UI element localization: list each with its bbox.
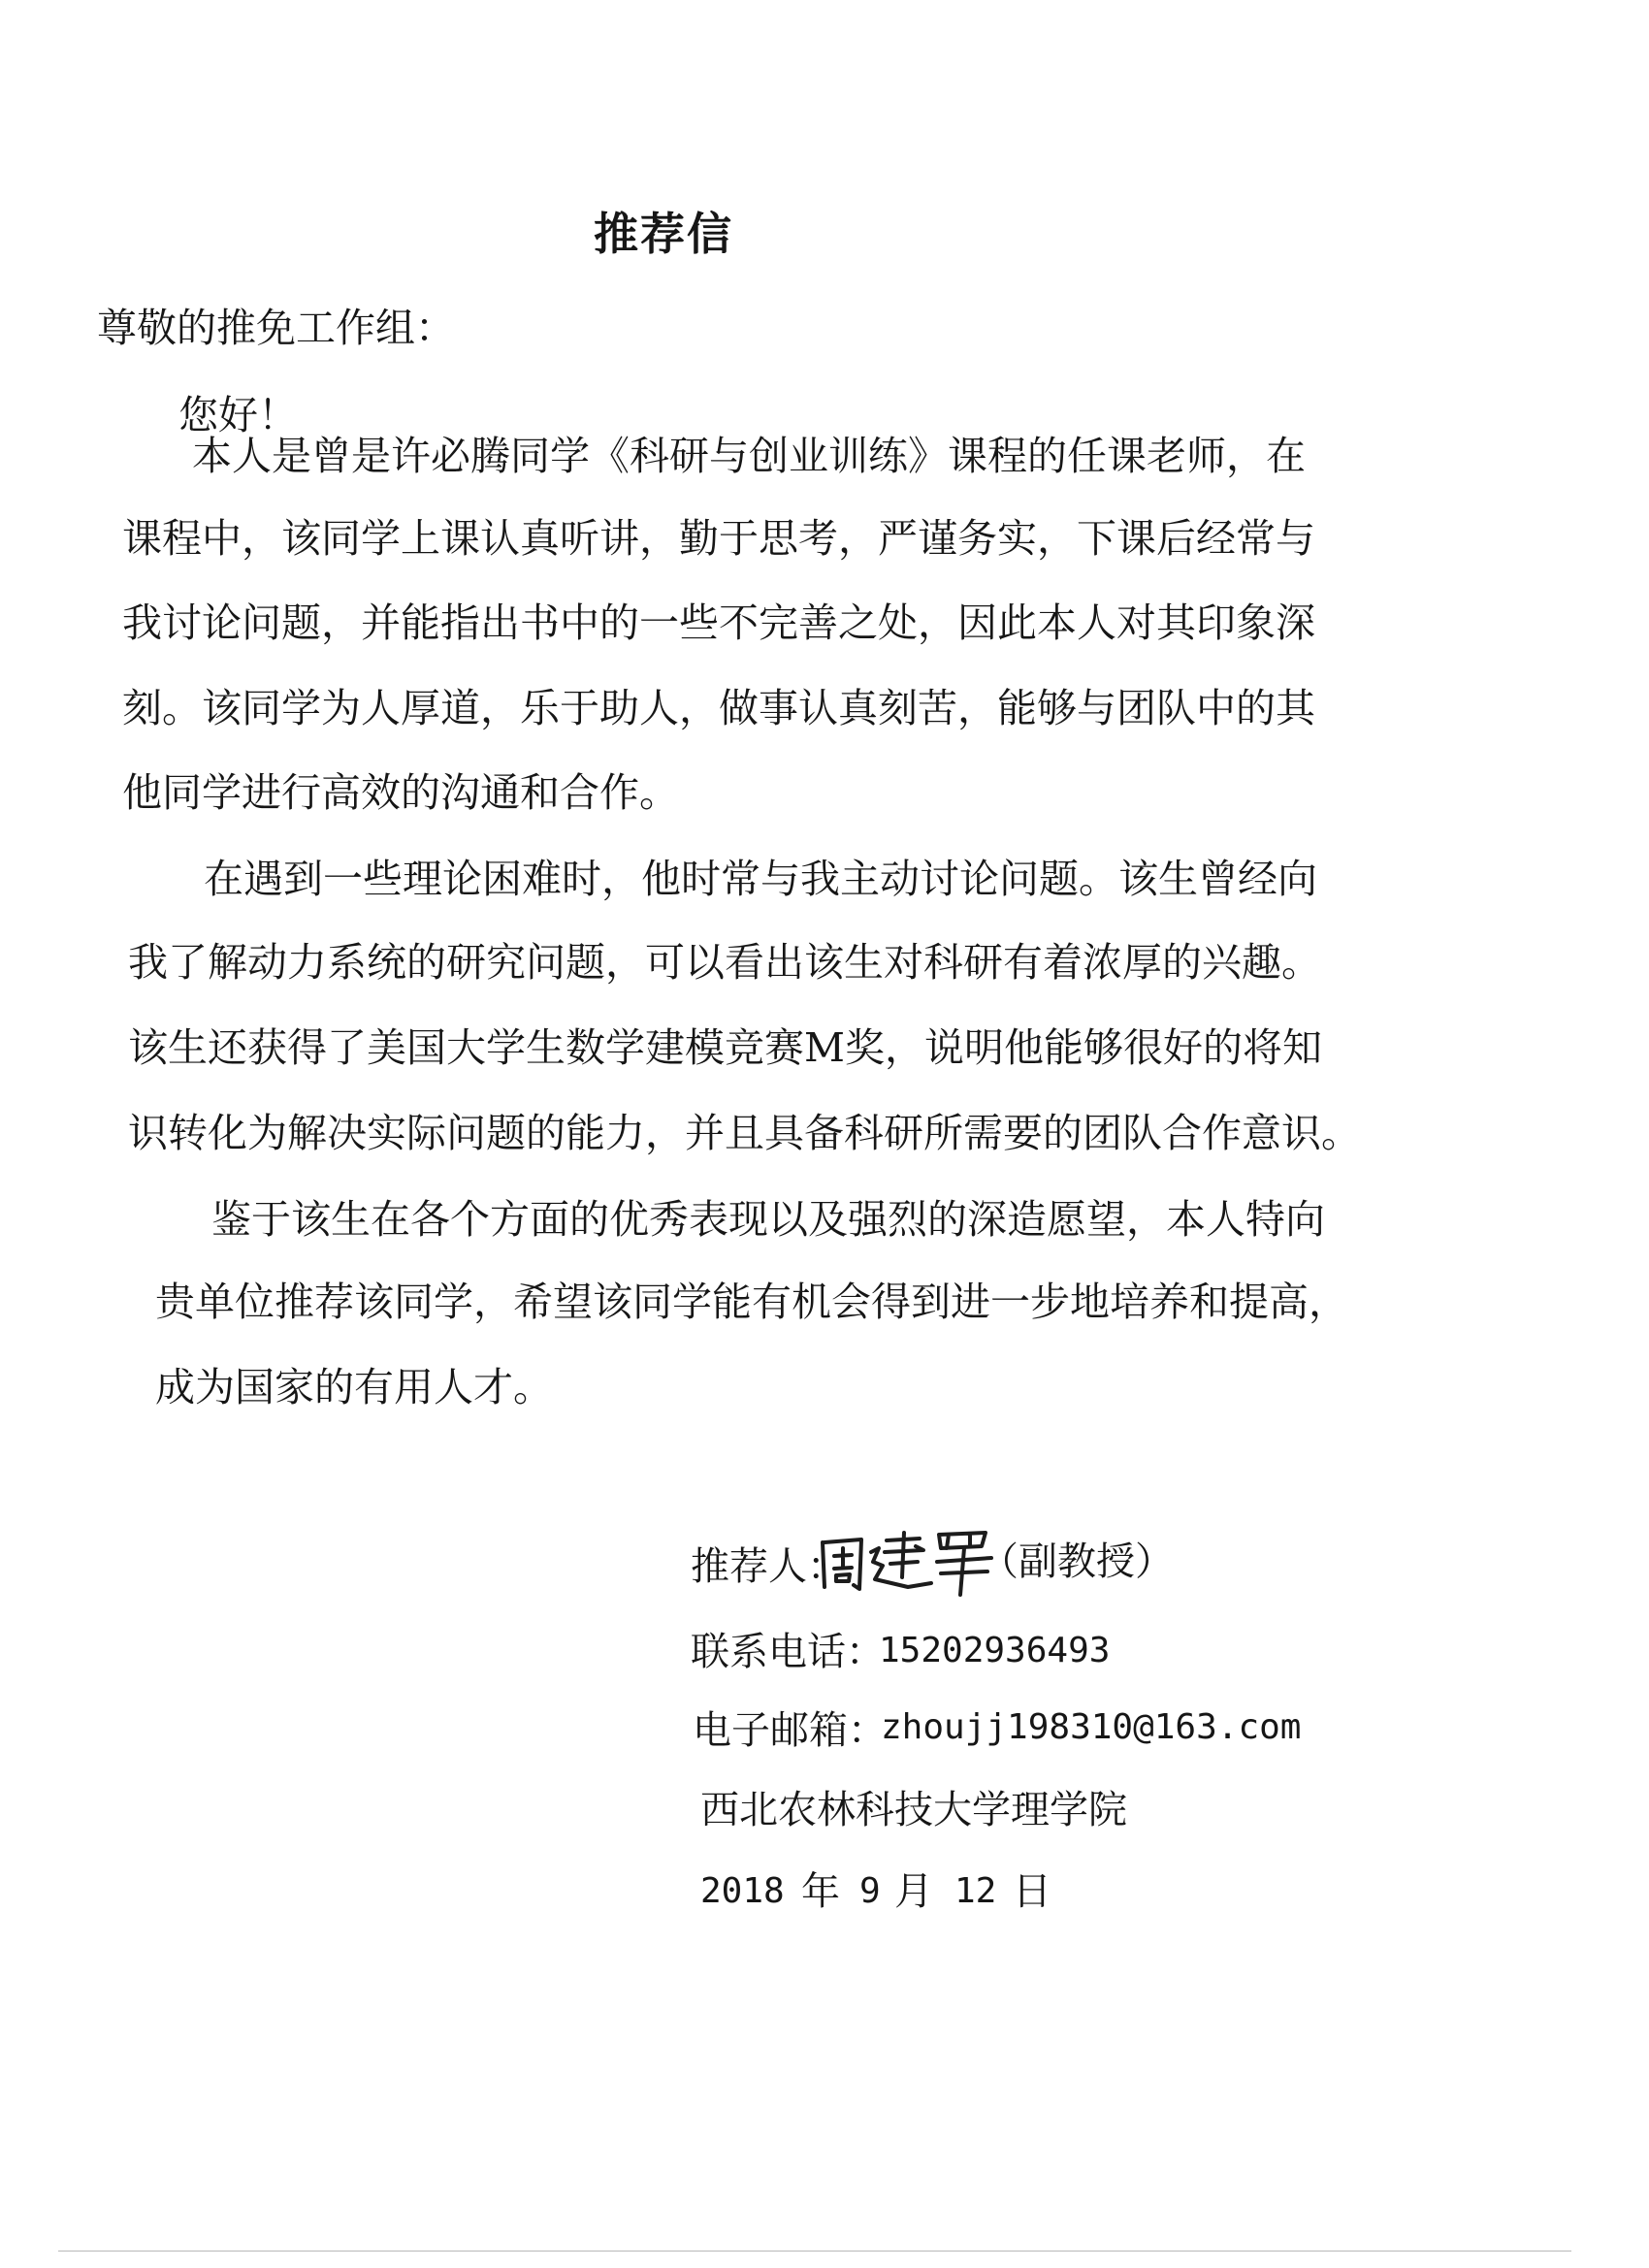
paragraph-line: 他同学进行高效的沟通和合作。 [122, 769, 679, 816]
email-label: 电子邮箱： [693, 1708, 887, 1753]
handwritten-signature [815, 1523, 999, 1601]
greeting: 您好！ [178, 392, 298, 438]
phone-label: 联系电话： [691, 1630, 885, 1674]
email-address: zhoujj198310@163.com [881, 1707, 1302, 1747]
phone-number: 15202936493 [879, 1631, 1111, 1670]
paragraph-line: 该生还获得了美国大学生数学建模竞赛M奖，说明他能够很好的将知 [128, 1024, 1322, 1071]
paragraph-line: 课程中，该同学上课认真听讲，勤于思考，严谨务实，下课后经常与 [122, 515, 1315, 562]
paragraph-line: 贵单位推荐该同学，希望该同学能有机会得到进一步地培养和提高， [155, 1279, 1348, 1325]
scan-edge-line [58, 2251, 1571, 2252]
letter-title: 推荐信 [594, 208, 733, 260]
date-day-unit: 日 [1013, 1869, 1051, 1914]
paragraph-line: 识转化为解决实际问题的能力，并且具备科研所需要的团队合作意识。 [128, 1110, 1361, 1156]
recommender-label: 推荐人： [691, 1544, 846, 1589]
paragraph-line: 我讨论问题，并能指出书中的一些不完善之处，因此本人对其印象深 [122, 599, 1315, 646]
paragraph-line: 成为国家的有用人才。 [155, 1364, 553, 1410]
paragraph-line: 本人是曾是许必腾同学《科研与创业训练》课程的任课老师，在 [192, 433, 1306, 479]
paragraph-line: 我了解动力系统的研究问题，可以看出该生对科研有着浓厚的兴趣。 [128, 939, 1321, 986]
salutation: 尊敬的推免工作组： [97, 305, 455, 351]
date-month-unit: 月 [894, 1869, 933, 1914]
paragraph-line: 鉴于该生在各个方面的优秀表现以及强烈的深造愿望，本人特向 [211, 1196, 1325, 1243]
institution-name: 西北农林科技大学理学院 [700, 1788, 1127, 1832]
date-day: 12 [954, 1871, 997, 1911]
paragraph-line: 刻。该同学为人厚道，乐于助人，做事认真刻苦，能够与团队中的其 [122, 685, 1315, 731]
date-year: 2018 [700, 1871, 785, 1911]
date-month: 9 [859, 1871, 881, 1911]
date-year-unit: 年 [801, 1869, 840, 1914]
paragraph-line: 在遇到一些理论困难时，他时常与我主动讨论问题。该生曾经向 [204, 856, 1317, 902]
recommender-title: （副教授） [980, 1539, 1174, 1584]
